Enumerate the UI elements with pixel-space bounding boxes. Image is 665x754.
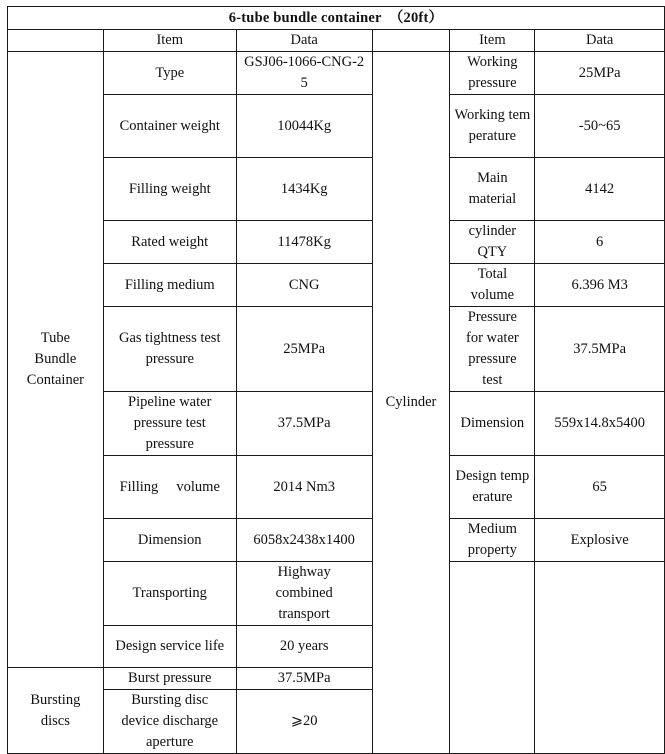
container-item: Container weight (103, 95, 236, 158)
tube-bundle-section-label: Tube Bundle Container (8, 52, 104, 668)
cylinder-value: 6.396 M3 (535, 264, 665, 307)
left-data-header: Data (236, 30, 372, 52)
container-item: Rated weight (103, 221, 236, 264)
container-value: 20 years (236, 626, 372, 668)
table-row (8, 392, 665, 456)
cylinder-item: Design temperature (450, 456, 535, 519)
table-title: 6-tube bundle container （20ft） (8, 7, 665, 30)
bursting-discs-section-label: Bursting discs (8, 668, 104, 754)
cylinder-item: Pressure for water pressure test (450, 307, 535, 392)
table-row (8, 264, 665, 307)
table-row (8, 456, 665, 519)
cylinder-item: Working temperature (450, 95, 535, 158)
container-item: Dimension (103, 519, 236, 562)
burst-value: ⩾20 (236, 690, 372, 754)
container-item: Filling medium (103, 264, 236, 307)
container-value: CNG (236, 264, 372, 307)
container-value: 37.5MPa (236, 392, 372, 456)
blank-header-cell (372, 30, 450, 52)
burst-item: Burst pressure (103, 668, 236, 690)
spec-sheet (7, 6, 665, 754)
container-value: GSJ06-1066-CNG-25 (236, 52, 372, 95)
cylinder-value: 559x14.8x5400 (535, 392, 665, 456)
empty-cell (450, 562, 535, 754)
cylinder-item: Total volume (450, 264, 535, 307)
container-value: 10044Kg (236, 95, 372, 158)
cylinder-value: 65 (535, 456, 665, 519)
table-row (8, 562, 665, 626)
container-value: 11478Kg (236, 221, 372, 264)
table-row (8, 221, 665, 264)
cylinder-item: Dimension (450, 392, 535, 456)
cylinder-value: 4142 (535, 158, 665, 221)
container-value: 2014 Nm3 (236, 456, 372, 519)
container-item: Gas tightness test pressure (103, 307, 236, 392)
container-item: Pipeline water pressure test pressure (103, 392, 236, 456)
cylinder-item: Working pressure (450, 52, 535, 95)
burst-value: 37.5MPa (236, 668, 372, 690)
cylinder-value: 37.5MPa (535, 307, 665, 392)
cylinder-section-label: Cylinder (372, 52, 450, 754)
burst-item: Bursting disc device discharge aperture (103, 690, 236, 754)
title-row (8, 7, 665, 30)
container-item: Design service life (103, 626, 236, 668)
table-row (8, 519, 665, 562)
container-value: Highway combined transport (236, 562, 372, 626)
blank-header-cell (8, 30, 104, 52)
container-item: Type (103, 52, 236, 95)
container-value: 25MPa (236, 307, 372, 392)
cylinder-value: Explosive (535, 519, 665, 562)
right-item-header: Item (450, 30, 535, 52)
cylinder-item: Main material (450, 158, 535, 221)
cylinder-item: Medium property (450, 519, 535, 562)
empty-cell (535, 562, 665, 754)
table-row (8, 158, 665, 221)
table-row (8, 52, 665, 95)
table-row (8, 307, 665, 392)
cylinder-value: 6 (535, 221, 665, 264)
container-item: Filling weight (103, 158, 236, 221)
cylinder-value: 25MPa (535, 52, 665, 95)
cylinder-value: -50~65 (535, 95, 665, 158)
left-item-header: Item (103, 30, 236, 52)
spec-table (7, 6, 665, 754)
container-value: 1434Kg (236, 158, 372, 221)
right-data-header: Data (535, 30, 665, 52)
table-row (8, 95, 665, 158)
container-value: 6058x2438x1400 (236, 519, 372, 562)
cylinder-item: cylinder QTY (450, 221, 535, 264)
container-item: Filling volume (103, 456, 236, 519)
container-item: Transporting (103, 562, 236, 626)
header-row (8, 30, 665, 52)
